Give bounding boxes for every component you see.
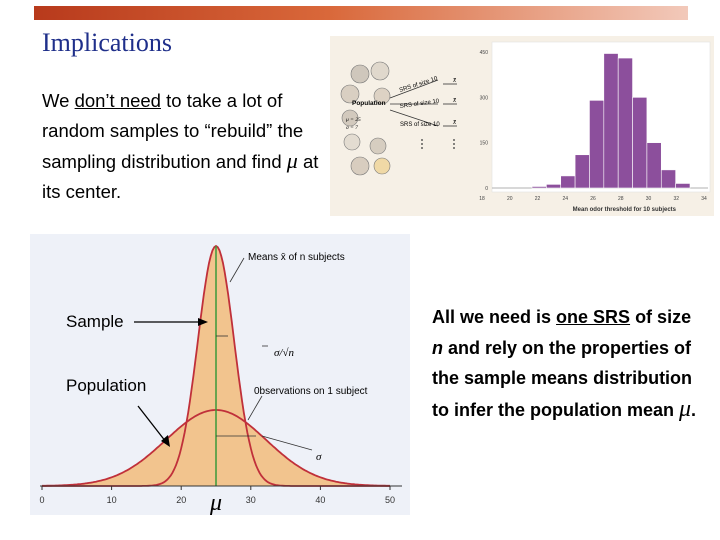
- histogram-bar: [546, 184, 560, 188]
- histogram-x-tick: 32: [673, 196, 680, 202]
- normal-curves-diagram: [30, 234, 410, 515]
- histogram-bar: [676, 183, 690, 188]
- intro-text-2: to take a lot of random samples to “rebuild” the sampling distribution and find: [42, 90, 304, 172]
- observations-annotation-leader: [248, 396, 262, 420]
- observations-annotation: 0bservations on 1 subject: [254, 386, 368, 397]
- conclusion-text-2: of size: [630, 307, 692, 327]
- srs-label-1: SRS of size 10: [398, 75, 439, 94]
- histogram-x-tick: 26: [590, 196, 596, 202]
- xbar-label-3: x̄: [453, 118, 457, 126]
- conclusion-underlined: one SRS: [556, 307, 631, 327]
- slide-title: Implications: [42, 28, 172, 57]
- mu-param-label: μ = 25: [346, 117, 361, 123]
- histogram-bar: [561, 176, 575, 188]
- population-label-main: Population: [66, 376, 147, 395]
- srs-label-2: SRS of size 10: [399, 98, 440, 110]
- histogram-x-tick: 24: [562, 196, 569, 202]
- sigma-over-root-n-label: σ/√n: [274, 347, 295, 359]
- sigma-param-label: σ = 7: [346, 125, 358, 131]
- conclusion-n: n: [432, 337, 443, 358]
- sample-label: Sample: [66, 312, 124, 331]
- main-x-tick-label: 40: [315, 495, 326, 505]
- srs-label-3: SRS of size 10: [400, 122, 440, 128]
- intro-text-3: at its center.: [42, 151, 319, 202]
- conclusion-text-4: .: [691, 399, 697, 420]
- main-mu-symbol: μ: [209, 490, 223, 515]
- distribution-comparison-figure: [30, 234, 410, 515]
- histogram-y-ticks: [480, 50, 489, 192]
- histogram-x-tick: 34: [701, 196, 707, 202]
- conclusion-mu-symbol: μ: [679, 395, 692, 422]
- intro-underlined: don’t need: [74, 90, 161, 111]
- xbar-label-2: x̄: [453, 96, 457, 104]
- histogram-x-tick: 28: [617, 196, 624, 202]
- population-label: Population: [352, 100, 386, 107]
- histogram-x-tick: 20: [506, 196, 513, 202]
- main-x-tick-label: 10: [106, 495, 117, 505]
- main-x-tick-label: 30: [245, 495, 256, 505]
- histogram-y-tick: 450: [479, 50, 488, 56]
- histogram-x-label: Mean odor threshold for 10 subjects: [572, 207, 676, 213]
- sampling-illustration: [330, 36, 714, 216]
- conclusion-paragraph: [432, 302, 702, 425]
- sample-means-histogram: [468, 36, 714, 216]
- population-to-samples-diagram: [330, 36, 468, 216]
- main-x-tick-label: 0: [39, 495, 45, 505]
- main-x-tick-label: 20: [176, 495, 187, 505]
- histogram-bar: [633, 97, 647, 188]
- histogram-y-tick: 300: [479, 95, 488, 102]
- histogram-x-tick: 30: [645, 196, 652, 202]
- histogram-x-ticks: [479, 196, 707, 202]
- intro-paragraph: [42, 86, 332, 207]
- histogram-x-tick: 22: [534, 196, 541, 202]
- sigma-label: σ: [316, 451, 322, 463]
- histogram-bar: [647, 143, 661, 188]
- conclusion-text-3: and rely on the properties of the sample means distribution to infer the population mean: [432, 337, 693, 420]
- histogram-bar: [575, 155, 589, 188]
- main-x-tick-label: 50: [384, 495, 396, 505]
- ellipsis-dots: [421, 139, 455, 149]
- conclusion-text-1: All we need is: [432, 307, 557, 327]
- histogram-bar: [589, 100, 603, 188]
- population-arrow: [138, 406, 166, 442]
- histogram-bar: [618, 58, 632, 188]
- histogram-bar: [532, 186, 546, 188]
- mu-symbol: μ: [286, 148, 298, 173]
- histogram-y-tick: 150: [479, 140, 488, 147]
- histogram-x-tick: 18: [479, 196, 485, 202]
- xbar-label-1: x̄: [453, 76, 457, 84]
- histogram-bar: [604, 54, 618, 188]
- means-annotation-leader: [230, 258, 244, 282]
- title-accent-bar: [34, 6, 688, 20]
- intro-text-1: We: [42, 90, 75, 111]
- means-annotation: Means x̄ of n subjects: [248, 252, 345, 263]
- histogram-bar: [661, 170, 675, 188]
- histogram-y-tick: 0: [485, 186, 488, 192]
